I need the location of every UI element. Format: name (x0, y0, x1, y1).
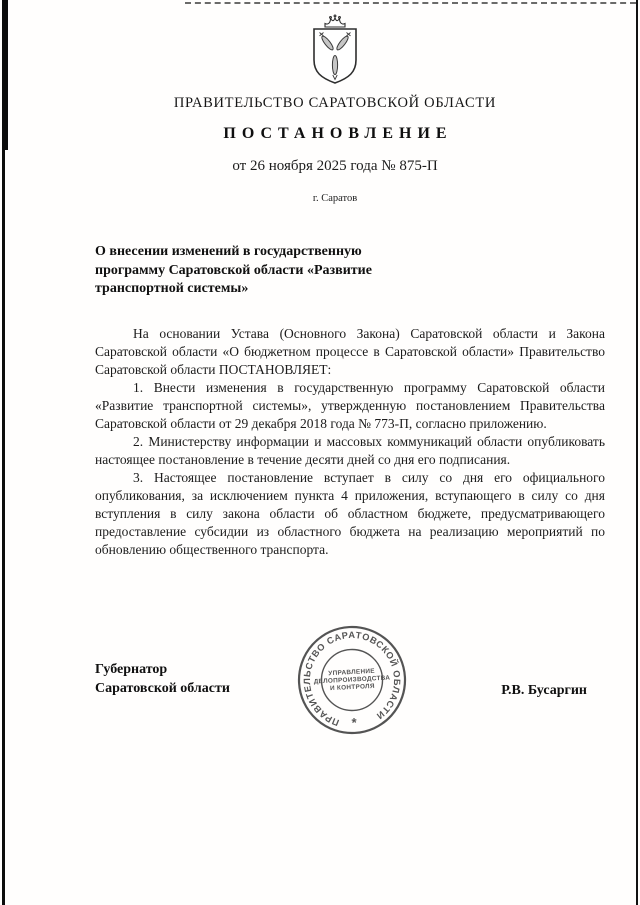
clause-1-paragraph: 1. Внести изменения в государственную программу Саратовской области «Развитие транспортной системы», утвержденную постановлением Правительства Саратовской области от 29 декабря 2018 года № 773-П, согласно приложению. (95, 380, 605, 431)
scan-artifact-top-dashed-edge (185, 2, 636, 4)
stamp-center-line1: УПРАВЛЕНИЕ (328, 667, 376, 678)
document-body (95, 325, 605, 559)
scan-artifact-left-edge-thick (2, 0, 8, 150)
stamp-center-line2: ДЕЛОПРОИЗВОДСТВА (313, 674, 391, 686)
stamp-center-line3: И КОНТРОЛЯ (329, 682, 375, 693)
stamp-ring-text: ПРАВИТЕЛЬСТВО САРАТОВСКОЙ ОБЛАСТИ (301, 630, 403, 728)
preamble-paragraph: На основании Устава (Основного Закона) Саратовской области и Закона Саратовской области «О бюджетном процессе в Саратовской области» Правительство Саратовской области ПОСТАНОВЛЯЕТ: (95, 326, 605, 377)
authority-name: ПРАВИТЕЛЬСТВО САРАТОВСКОЙ ОБЛАСТИ (173, 95, 497, 111)
document-subject-title: О внесении изменений в государственную программу Саратовской области «Развитие транспортной системы» (95, 244, 372, 296)
stamp-bottom-star: * (351, 714, 358, 731)
signature-position-line1: Губернатор (95, 662, 168, 677)
document-type-heading: ПОСТАНОВЛЕНИЕ (223, 125, 453, 142)
official-round-stamp (296, 624, 408, 736)
document-header (30, 12, 640, 204)
clause-3-paragraph: 3. Настоящее постановление вступает в силу со дня его официального опубликования, за исключением пункта 4 приложения, вступающего в силу со дня вступления в силу закона области об областном бюджете, предусматривающего предоставление субсидии из областного бюджета на реализацию мероприятий по обновлению общественного транспорта. (95, 470, 605, 557)
signature-position-title (95, 660, 230, 698)
saratov-coat-of-arms-icon (305, 12, 365, 88)
clause-2-paragraph: 2. Министерству информации и массовых коммуникаций области опубликовать настоящее постановление в течение десяти дней со дня его подписания. (95, 434, 605, 467)
document-city: г. Саратов (312, 193, 358, 204)
document-date-number: от 26 ноября 2025 года № 875-П (232, 158, 438, 174)
signature-name: Р.В. Бусаргин (501, 683, 587, 698)
signature-position-line2: Саратовской области (95, 681, 230, 696)
